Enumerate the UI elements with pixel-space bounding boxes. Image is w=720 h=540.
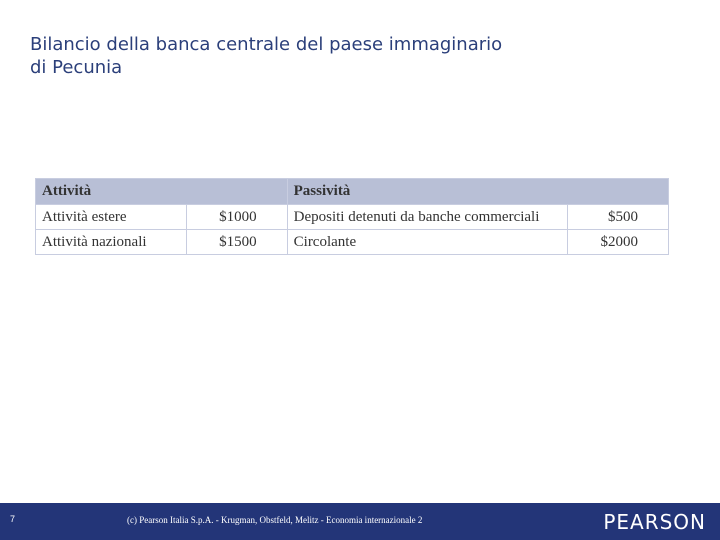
header-assets: Attività: [36, 179, 288, 205]
table-header-row: [36, 179, 669, 205]
balance-sheet-table: [35, 178, 669, 255]
asset-label: Attività nazionali: [36, 230, 187, 255]
slide-title-line-1: Bilancio della banca centrale del paese immaginario: [30, 34, 503, 55]
liability-label: Depositi detenuti da banche commerciali: [287, 205, 567, 230]
slide-title: [30, 33, 670, 79]
asset-value: $1000: [186, 205, 287, 230]
slide-title-line-2: di Pecunia: [30, 57, 123, 78]
header-liabilities: Passività: [287, 179, 668, 205]
table-row: [36, 230, 669, 255]
table-row: [36, 205, 669, 230]
asset-value: $1500: [186, 230, 287, 255]
liability-value: $500: [568, 205, 669, 230]
page-number: 7: [10, 514, 16, 524]
asset-label: Attività estere: [36, 205, 187, 230]
liability-label: Circolante: [287, 230, 567, 255]
liability-value: $2000: [568, 230, 669, 255]
footer-credit: (c) Pearson Italia S.p.A. - Krugman, Obstfeld, Melitz - Economia internazionale 2: [127, 515, 423, 525]
pearson-logo: PEARSON: [603, 510, 706, 534]
footer-bar: [0, 503, 720, 540]
